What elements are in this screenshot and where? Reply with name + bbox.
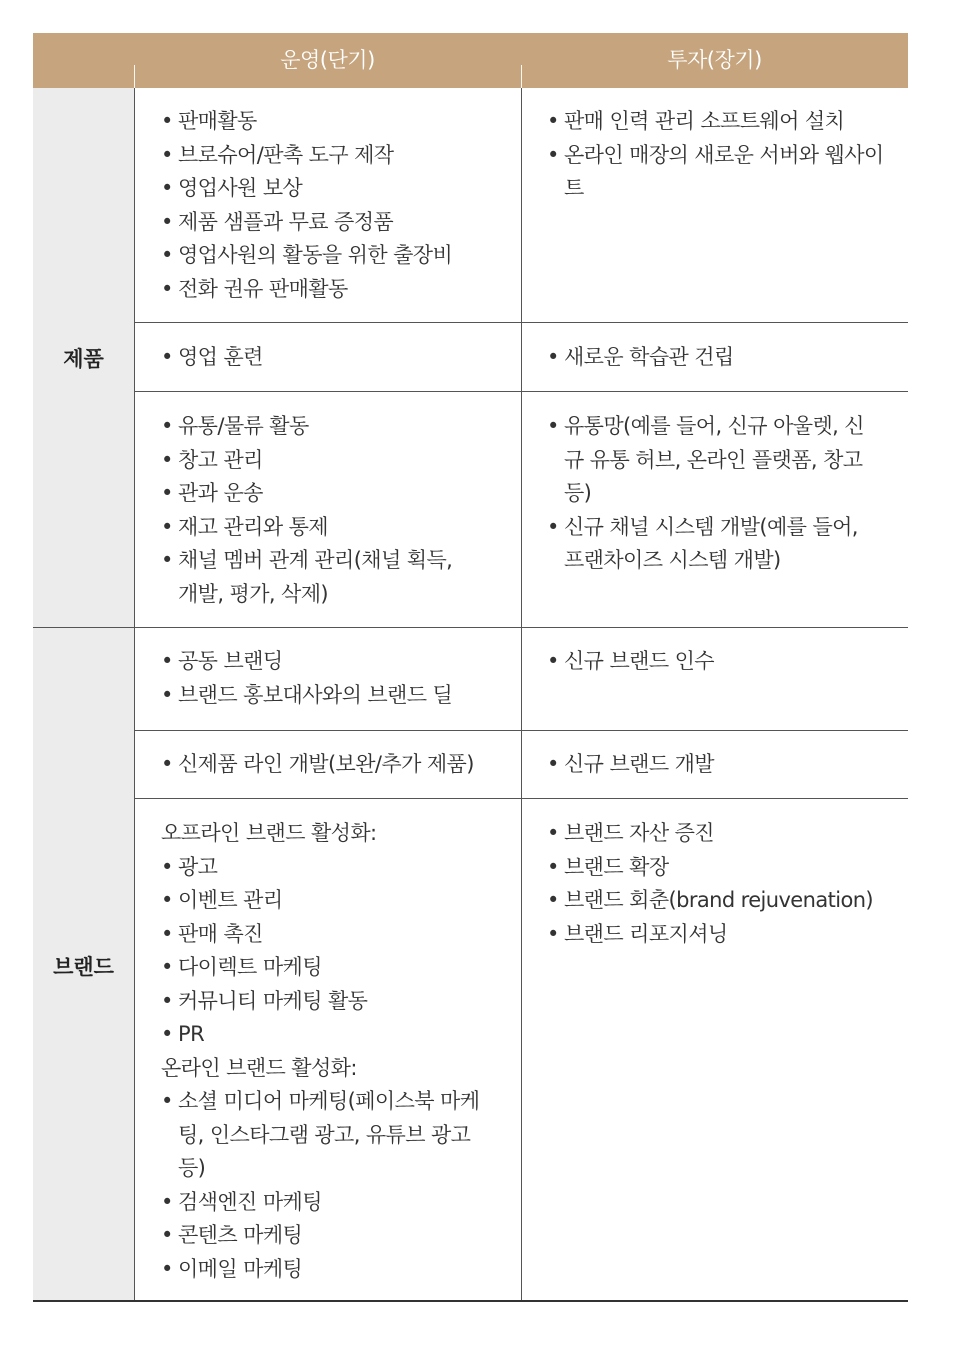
row5-investment — [547, 748, 897, 782]
list-item — [547, 139, 897, 206]
list-item-text: 광고 — [178, 854, 218, 879]
row2-operation — [161, 341, 511, 375]
bullet-icon: • — [161, 514, 173, 539]
row5-operation — [161, 748, 511, 782]
row6-operation — [161, 817, 491, 1286]
bullet-icon: • — [161, 447, 173, 472]
list-item — [547, 511, 877, 578]
bullet-icon: • — [161, 1022, 173, 1046]
bullet-icon: • — [547, 345, 559, 369]
list-item-text: 영업사원의 활동을 위한 출장비 — [178, 243, 453, 267]
list-item — [161, 477, 461, 511]
list-item — [161, 1186, 491, 1220]
bullet-icon: • — [161, 988, 173, 1013]
bullet-icon: • — [161, 414, 173, 438]
bullet-icon: • — [547, 649, 559, 673]
list-item-text: 브랜드 홍보대사와의 브랜드 딜 — [178, 682, 453, 707]
row-divider — [134, 730, 908, 731]
list-item — [547, 884, 897, 918]
row-divider — [134, 322, 908, 323]
list-item-text: 신규 브랜드 인수 — [564, 649, 714, 673]
list-item — [161, 645, 511, 679]
bullet-icon: • — [161, 921, 173, 946]
list-item — [161, 341, 511, 375]
list-item-text: 영업 훈련 — [178, 345, 263, 369]
list-item — [161, 544, 461, 611]
list-item-text: 판매활동 — [178, 109, 257, 133]
list-item — [547, 410, 877, 511]
list-item-text: 온라인 매장의 새로운 서버와 웹사이트 — [564, 142, 884, 200]
bullet-icon: • — [547, 821, 559, 845]
list-item — [161, 951, 491, 985]
list-item-text: 콘텐츠 마케팅 — [178, 1223, 303, 1247]
list-item-text: 브랜드 자산 증진 — [564, 821, 714, 845]
list-item — [547, 748, 897, 782]
list-item — [547, 105, 897, 139]
bullet-icon: • — [547, 921, 559, 946]
list-item-text: 관과 운송 — [178, 481, 263, 505]
list-item-text: 전화 권유 판매활동 — [178, 276, 348, 301]
header-investment: 투자(장기) — [667, 48, 762, 72]
list-item — [161, 410, 461, 444]
table-header — [33, 33, 908, 88]
list-item — [547, 645, 897, 679]
bullet-icon: • — [161, 854, 173, 879]
list-item-text: 소셜 미디어 마케팅(페이스북 마케팅, 인스타그램 광고, 유튜브 광고 등) — [178, 1089, 480, 1180]
list-item — [547, 851, 897, 885]
bullet-icon: • — [547, 888, 559, 912]
list-item-text: 새로운 학습관 건립 — [564, 345, 734, 369]
list-item — [161, 985, 491, 1019]
bullet-icon: • — [161, 243, 173, 267]
bullet-icon: • — [161, 176, 173, 200]
row3-investment — [547, 410, 877, 578]
group-divider — [33, 627, 908, 628]
row1-operation — [161, 105, 511, 306]
list-item — [161, 884, 491, 918]
list-item — [547, 918, 897, 952]
row4-operation — [161, 645, 511, 712]
group-label-product: 제품 — [63, 347, 104, 371]
bullet-icon: • — [161, 649, 173, 673]
bullet-icon: • — [161, 752, 173, 776]
list-item — [161, 1085, 491, 1186]
list-item — [161, 851, 491, 885]
online-activation-title: 온라인 브랜드 활성화: — [161, 1055, 357, 1080]
bullet-icon: • — [547, 109, 559, 133]
bullet-icon: • — [161, 548, 173, 572]
bullet-icon: • — [161, 682, 173, 707]
bullet-icon: • — [547, 414, 559, 438]
list-item-text: 신제품 라인 개발(보완/추가 제품) — [178, 752, 474, 776]
list-item-text: PR — [178, 1022, 205, 1046]
bullet-icon: • — [547, 514, 559, 539]
row2-investment — [547, 341, 897, 375]
column-divider — [134, 88, 135, 1301]
bullet-icon: • — [161, 888, 173, 912]
list-item-text: 브랜드 확장 — [564, 854, 669, 879]
list-item-text: 판매 인력 관리 소프트웨어 설치 — [564, 109, 845, 133]
list-item-text: 이벤트 관리 — [178, 888, 283, 912]
list-item — [161, 918, 491, 952]
bullet-icon: • — [161, 481, 173, 505]
list-item-text: 판매 촉진 — [178, 921, 263, 946]
list-item-text: 신규 채널 시스템 개발(예를 들어, 프랜차이즈 시스템 개발) — [564, 514, 858, 572]
list-item-text: 브랜드 회춘(brand rejuvenation) — [564, 888, 874, 912]
list-item-text: 공동 브랜딩 — [178, 649, 283, 673]
row6-investment — [547, 817, 897, 951]
list-item-text: 재고 관리와 통제 — [178, 514, 328, 539]
list-item — [161, 444, 461, 478]
row-divider — [134, 391, 908, 392]
list-item-text: 브로슈어/판촉 도구 제작 — [178, 142, 394, 167]
bullet-icon: • — [161, 209, 173, 234]
bullet-icon: • — [161, 345, 173, 369]
row3-operation — [161, 410, 461, 611]
table-bottom-border — [33, 1300, 908, 1302]
bullet-icon: • — [547, 854, 559, 879]
list-item — [161, 273, 511, 307]
row-divider — [134, 798, 908, 799]
list-item — [161, 105, 511, 139]
list-item-text: 영업사원 보상 — [178, 176, 303, 200]
list-item — [161, 748, 511, 782]
list-item-text: 제품 샘플과 무료 증정품 — [178, 209, 394, 234]
list-item — [547, 817, 897, 851]
column-divider — [521, 88, 522, 1301]
list-item — [161, 511, 461, 545]
bullet-icon: • — [161, 109, 173, 133]
bullet-icon: • — [547, 142, 559, 167]
list-item — [161, 1018, 491, 1052]
list-item-text: 브랜드 리포지셔닝 — [564, 921, 728, 946]
list-item-text: 창고 관리 — [178, 447, 263, 472]
list-item-text: 채널 멤버 관계 관리(채널 획득, 개발, 평가, 삭제) — [178, 548, 453, 606]
list-item-text: 유통/물류 활동 — [178, 414, 309, 438]
list-item-text: 유통망(예를 들어, 신규 아울렛, 신규 유통 허브, 온라인 플랫폼, 창고 등) — [564, 414, 864, 505]
bullet-icon: • — [161, 1189, 173, 1214]
bullet-icon: • — [161, 276, 173, 301]
row4-investment — [547, 645, 897, 679]
group-label-brand: 브랜드 — [53, 955, 114, 979]
bullet-icon: • — [161, 1089, 173, 1113]
offline-activation-title: 오프라인 브랜드 활성화: — [161, 821, 377, 845]
list-item — [161, 172, 511, 206]
list-item — [161, 239, 511, 273]
list-item — [161, 679, 511, 713]
bullet-icon: • — [161, 955, 173, 979]
list-item — [547, 341, 897, 375]
list-item-text: 다이렉트 마케팅 — [178, 955, 322, 979]
list-item-text: 검색엔진 마케팅 — [178, 1189, 322, 1214]
bullet-icon: • — [547, 752, 559, 776]
list-item — [161, 139, 511, 173]
bullet-icon: • — [161, 1223, 173, 1247]
list-item-text: 신규 브랜드 개발 — [564, 752, 714, 776]
header-operation: 운영(단기) — [280, 48, 375, 72]
bullet-icon: • — [161, 142, 173, 167]
row1-investment — [547, 105, 897, 206]
list-item — [161, 206, 511, 240]
list-item — [161, 1253, 491, 1287]
list-item — [161, 1219, 491, 1253]
list-item-text: 커뮤니티 마케팅 활동 — [178, 988, 368, 1013]
list-item-text: 이메일 마케팅 — [178, 1256, 303, 1281]
bullet-icon: • — [161, 1256, 173, 1281]
